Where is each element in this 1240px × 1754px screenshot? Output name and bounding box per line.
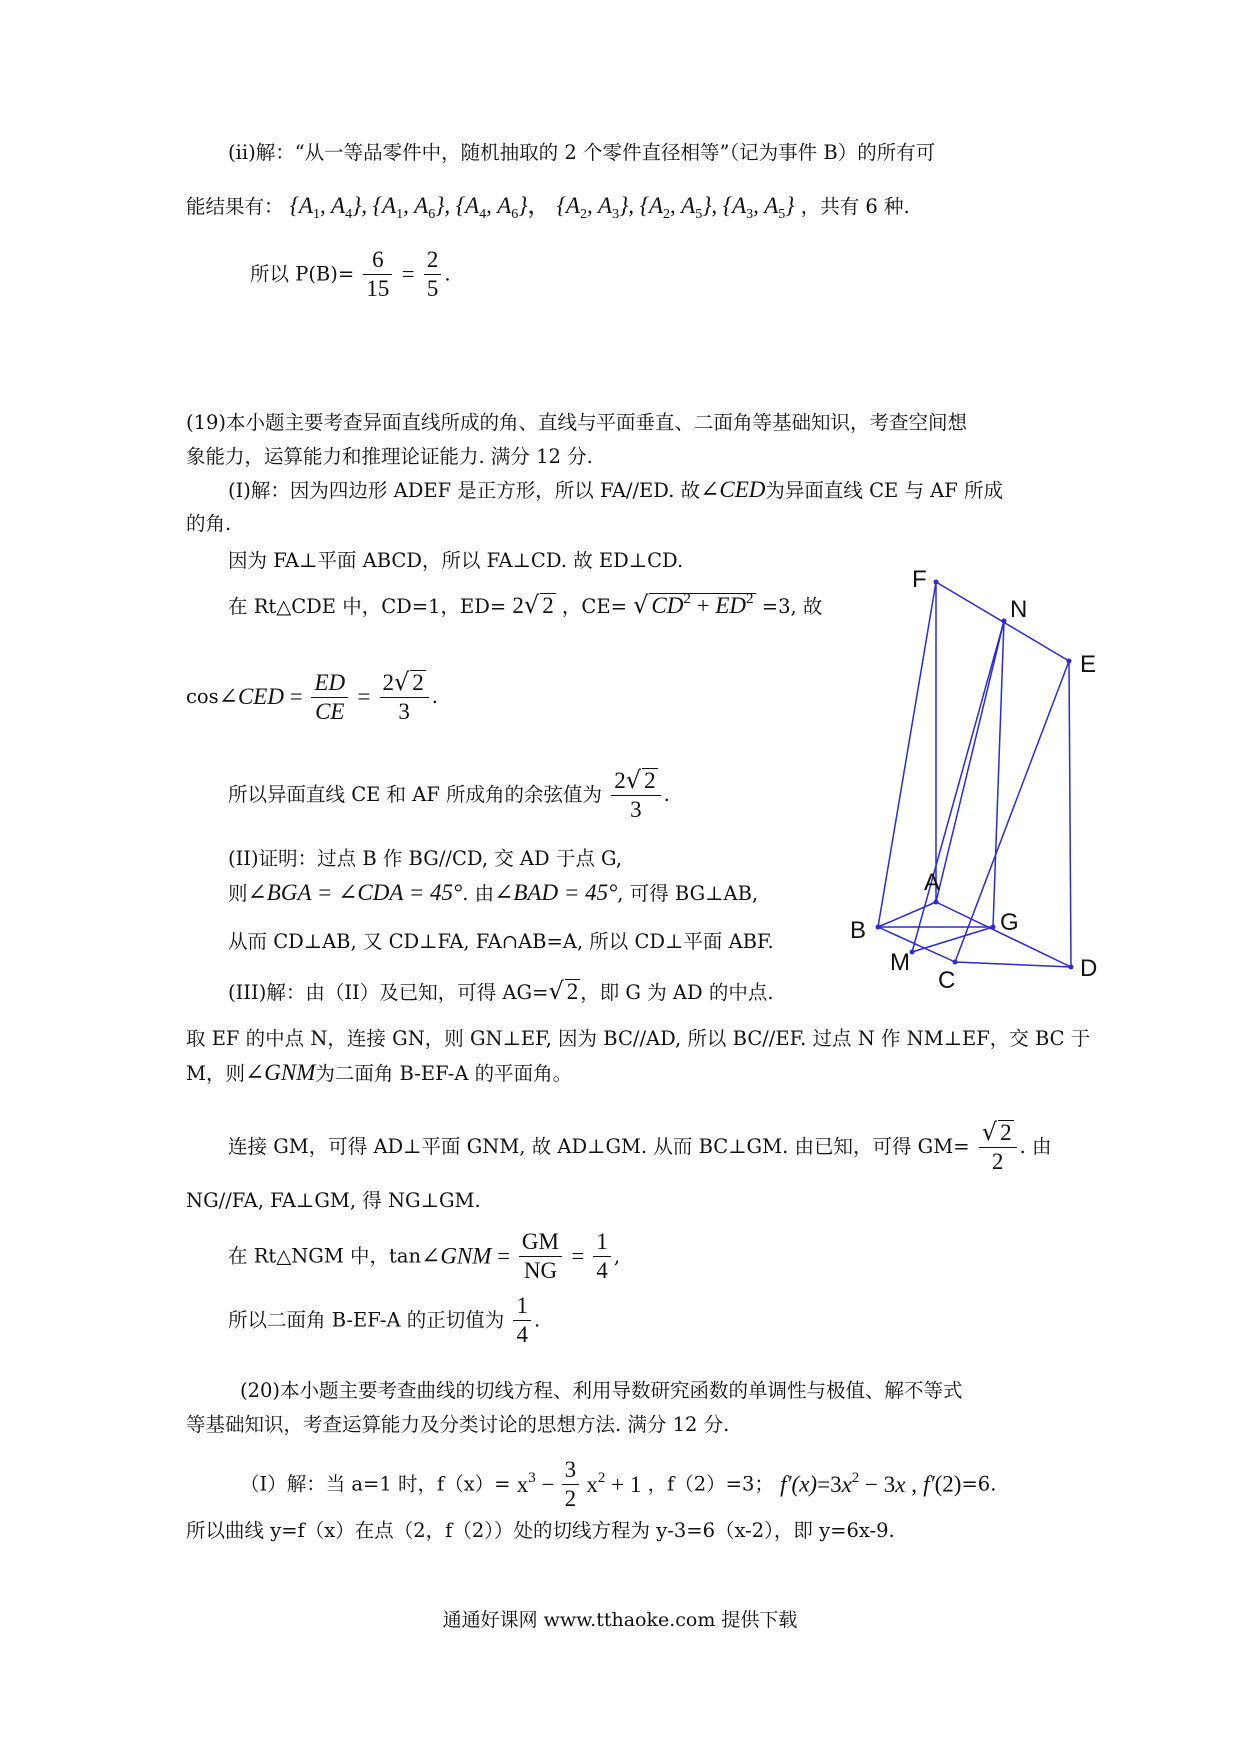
fraction-1-4: $\frac{1}{4}$ <box>593 1228 611 1285</box>
fraction-6-15: $\frac{6}{15}$ <box>363 246 392 303</box>
line-19-III: (III)解：由（II）及已知，可得 AG=√ 2 ，即 G 为 AD 的中点. <box>228 977 774 1005</box>
line-19-III-4: 连接 GM，可得 AD⊥平面 GNM, 故 AD⊥GM. 从而 BC⊥GM. 由已知，可得 GM= $\frac{√ 2}{2}$ . 由 <box>228 1118 1052 1174</box>
line-20-intro: (20)本小题主要考查曲线的切线方程、利用导数研究函数的单调性与极值、解不等式 <box>240 1379 963 1402</box>
edge-ng <box>993 621 1004 927</box>
line-19-tan-result: 所以二面角 B-EF-A 的正切值为 $\frac{1}{4}$ . <box>228 1293 541 1347</box>
edge-ab <box>878 902 936 927</box>
line-19-II: (II)证明：过点 B 作 BG//CD, 交 AD 于点 G, <box>228 847 623 870</box>
edge-ed <box>1069 661 1071 967</box>
line-19-rt-cde: 在 Rt△CDE 中，CD=1，ED= 2√ 2 ，CE= √ $CD^2 + ED^2 =3$, 故 <box>228 591 823 619</box>
line-19-intro-2: 象能力，运算能力和推理论证能力. 满分 12 分. <box>186 445 593 468</box>
line-20-intro-2: 等基础知识，考查运算能力及分类讨论的思想方法. 满分 12 分. <box>186 1413 730 1436</box>
fraction-2-5: $\frac{2}{5}$ <box>424 246 442 303</box>
figure-lines <box>878 582 1071 967</box>
line-19-III-2: 取 EF 的中点 N，连接 GN，则 GN⊥EF, 因为 BC//AD, 所以 BC//EF. 过点 N 作 NM⊥EF，交 BC 于 <box>186 1027 1091 1050</box>
line-19-cos: cos∠CED = $\frac{ED}{CE}$ = $\frac{2√ 2}{3}$ . <box>186 668 438 724</box>
line-19-cos-result: 所以异面直线 CE 和 AF 所成角的余弦值为 $\frac{2√ 2}{3}$ . <box>228 766 670 822</box>
line-pb: 所以 P(B)= $\frac{6}{15}$ = $\frac{2}{5}$ . <box>250 247 451 301</box>
line-19-intro: (19)本小题主要考查异面直线所成的角、直线与平面垂直、二面角等基础知识，考查空间想 <box>186 411 968 434</box>
fraction-3-2: $\frac{3}{2}$ <box>562 1456 580 1513</box>
edge-nm <box>912 621 1004 952</box>
label-m: M <box>890 949 910 976</box>
label-c: C <box>938 967 956 994</box>
angle-ced: ∠CED <box>700 477 766 502</box>
outcome-sets: {$A_1$, $A_4$}, {$A_1$, $A_6$}, {$A_4$, $A_6$} <box>289 193 528 222</box>
page-footer: 通通好课网 www.tthaoke.com 提供下载 <box>442 1609 798 1631</box>
label-a: A <box>924 869 941 896</box>
label-n: N <box>1010 596 1028 623</box>
line-ii-intro: (ii)解：“从一等品零件中，随机抽取的 2 个零件直径相等”（记为事件 B）的所有可 <box>228 141 936 164</box>
line-19-fa: 因为 FA⊥平面 ABCD，所以 FA⊥CD. 故 ED⊥CD. <box>228 549 684 572</box>
fraction-gm-ng: $\frac{GM}{NG}$ <box>519 1228 562 1285</box>
label-d: D <box>1080 955 1098 982</box>
label-e: E <box>1080 651 1097 678</box>
label-f: F <box>912 566 927 593</box>
fraction-ed-ce: $\frac{ED}{CE}$ <box>311 669 348 726</box>
fraction-tan-result: $\frac{1}{4}$ <box>513 1292 531 1349</box>
figure-labels <box>850 566 1097 994</box>
line-19-II-3: 从而 CD⊥AB, 又 CD⊥FA, FA∩AB=A, 所以 CD⊥平面 ABF. <box>228 930 774 953</box>
geometry-figure <box>840 560 1160 1000</box>
line-19-tan: 在 Rt△NGM 中，tan∠GNM = $\frac{GM}{NG}$ = $\frac{1}{4}$ , <box>228 1229 621 1283</box>
line-19-I: (I)解：因为四边形 ADEF 是正方形，所以 FA//ED. 故∠CED为异面直线 CE 与 AF 所成 <box>228 477 1003 502</box>
fraction-gm: $\frac{√ 2}{2}$ <box>979 1118 1017 1176</box>
fraction-2root2-3: $\frac{2√ 2}{3}$ <box>380 668 429 726</box>
line-20-tangent: 所以曲线 y=f（x）在点（2，f（2））处的切线方程为 y-3=6（x-2），即 y=6x-9. <box>186 1519 895 1542</box>
label-g: G <box>1000 909 1019 936</box>
label-b: B <box>850 917 867 944</box>
line-ii-results: 能结果有： {$A_1$, $A_4$}, {$A_1$, $A_6$}, {$A_4$, $A_6$}， {$A_2$, $A_3$}, {$A_2$, $A_5$}, {$A_3$, $A_5$} ，共有 6 种. <box>186 193 910 222</box>
line-19-III-5: NG//FA, FA⊥GM, 得 NG⊥GM. <box>186 1189 481 1212</box>
edge-mg <box>912 927 993 952</box>
edge-cd <box>955 962 1071 967</box>
line-20-I: （I）解：当 a=1 时，$f(x)= x^3$ − $\frac{3}{2}$ $x^2 + 1$ ，f（2）=3； $f'(x)=3x^2 - 3x$ , f′(2)=6. <box>240 1457 997 1511</box>
line-19-III-3: M，则∠GNM为二面角 B-EF-A 的平面角。 <box>186 1060 573 1085</box>
fraction-cos-result: $\frac{2√ 2}{3}$ <box>611 766 660 824</box>
line-19-II-2: 则∠BGA = ∠CDA = 45°. 由∠BAD = 45°, 可得 BG⊥AB, <box>228 880 759 905</box>
line-19-I-2: 的角. <box>186 512 232 535</box>
